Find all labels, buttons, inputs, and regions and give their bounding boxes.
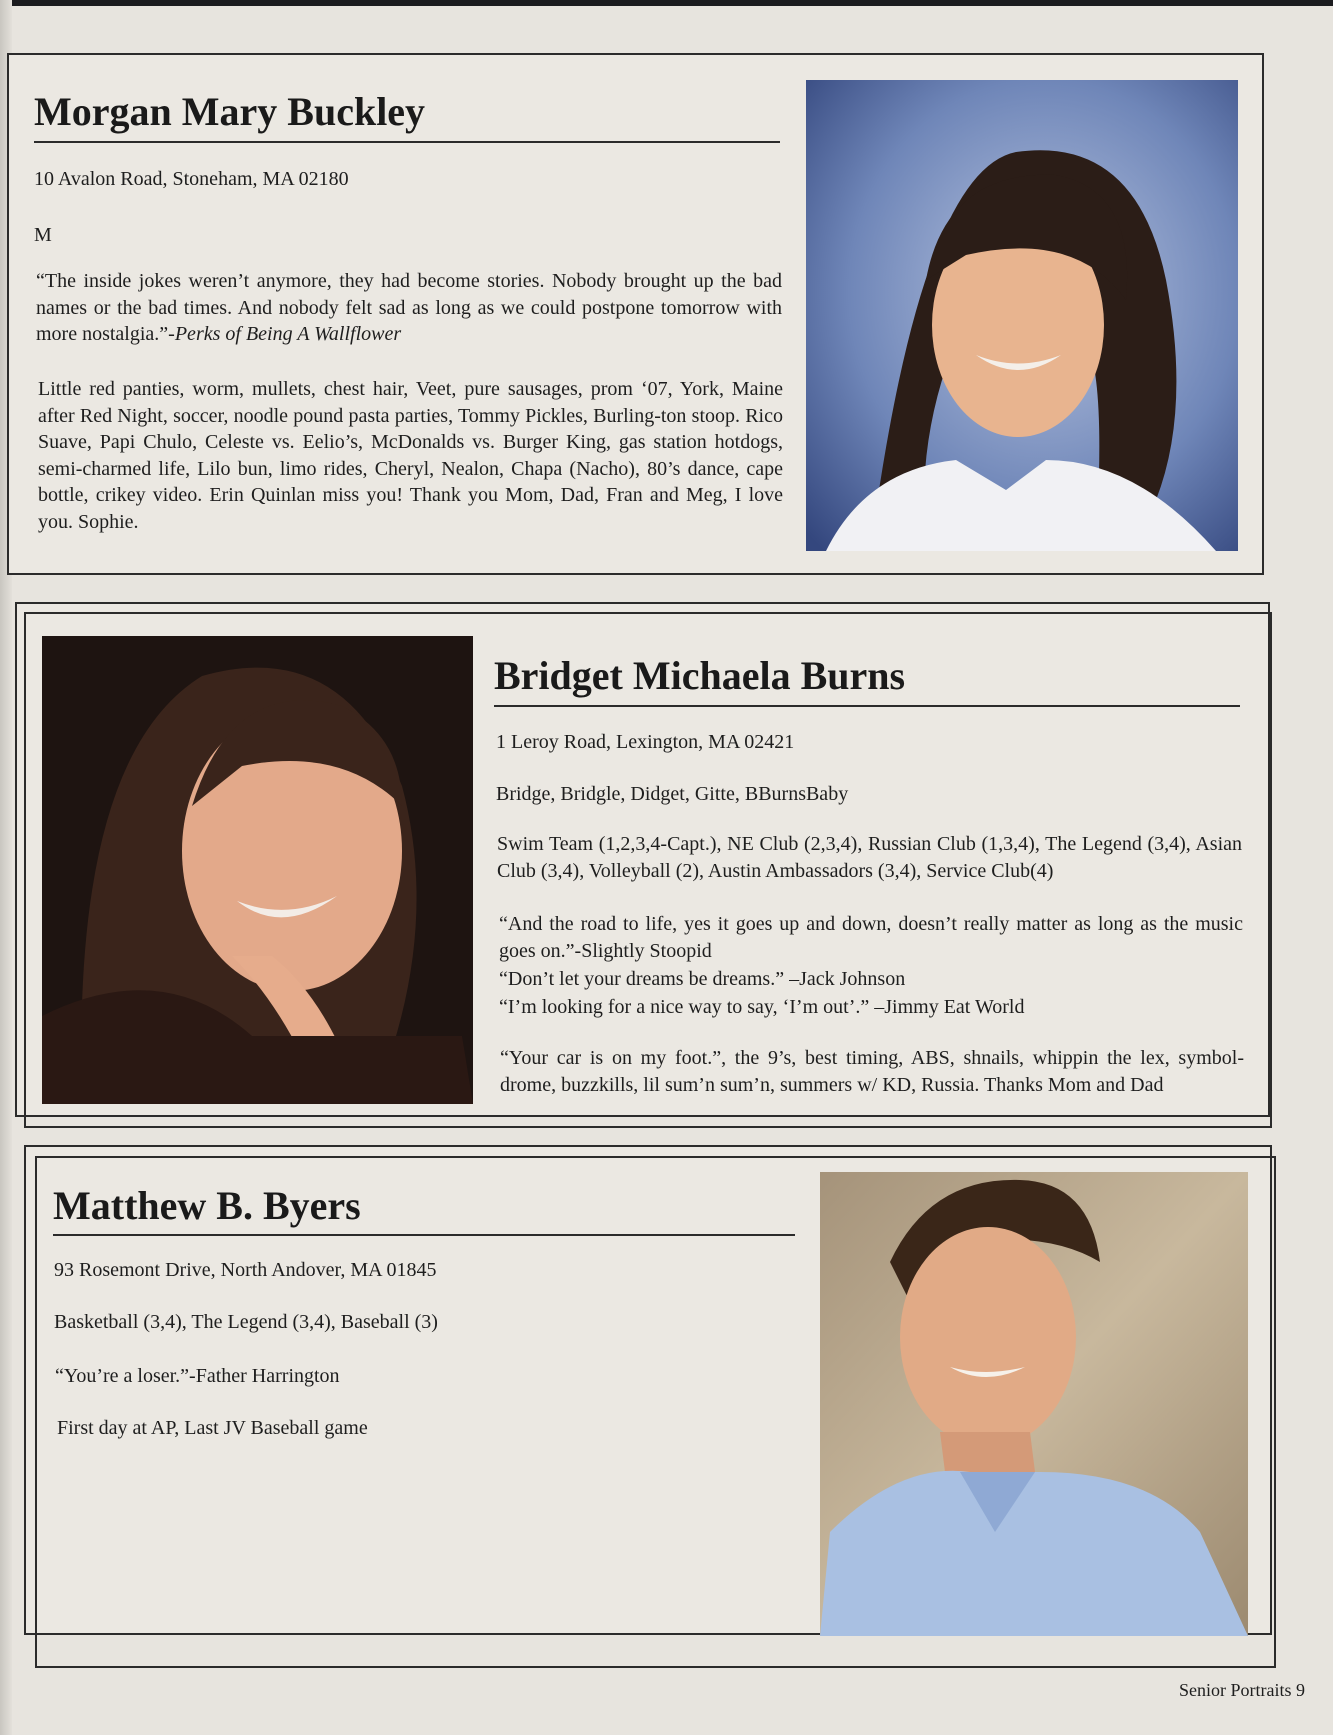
senior-quote-2: “Don’t let your dreams be dreams.” –Jack Johnson <box>499 968 906 990</box>
footer-page-number: 9 <box>1296 1680 1305 1700</box>
senior-nicknames: Bridge, Bridgle, Didget, Gitte, BBurnsBaby <box>496 783 849 805</box>
portrait-photo-buckley <box>806 80 1238 551</box>
senior-address: 93 Rosemont Drive, North Andover, MA 01845 <box>54 1259 437 1281</box>
senior-address: 1 Leroy Road, Lexington, MA 02421 <box>496 731 795 753</box>
senior-address: 10 Avalon Road, Stoneham, MA 02180 <box>34 168 349 190</box>
name-underline <box>34 141 780 143</box>
senior-memories: “Your car is on my foot.”, the 9’s, best timing, ABS, shnails, whippin the lex, symbol-drome, buzzkills, lil sum’n sum’n, summers w/ KD, Russia. Thanks Mom and Dad <box>500 1047 1244 1096</box>
senior-name: Matthew B. Byers <box>53 1183 361 1228</box>
senior-activities: Basketball (3,4), The Legend (3,4), Baseball (3) <box>54 1311 438 1333</box>
footer-section-label: Senior Portraits <box>1179 1680 1292 1700</box>
name-underline <box>53 1234 795 1236</box>
senior-nickname: M <box>34 224 52 246</box>
senior-quote: “You’re a loser.”-Father Harrington <box>55 1365 340 1387</box>
senior-name: Bridget Michaela Burns <box>494 653 906 698</box>
quote-text: “The inside jokes weren’t anymore, they had become stories. Nobody brought up the bad names or the bad times. And nobody felt sad as long as we could postpone tomorrow with more nostalgia.”- <box>36 270 782 345</box>
top-edge-bar <box>0 0 1333 6</box>
senior-quote-1: “And the road to life, yes it goes up and down, doesn’t really matter as long as the music goes on.”-Slightly Stoopid <box>499 913 1243 962</box>
portrait-photo-byers <box>820 1172 1248 1636</box>
name-underline <box>494 705 1240 707</box>
senior-name: Morgan Mary Buckley <box>34 89 426 134</box>
senior-memories: First day at AP, Last JV Baseball game <box>57 1417 368 1439</box>
portrait-photo-burns <box>42 636 473 1104</box>
senior-activities: Swim Team (1,2,3,4-Capt.), NE Club (2,3,4), Russian Club (1,3,4), The Legend (3,4), Asian Club (3,4), Volleyball (2), Austin Ambassadors (3,4), Service Club(4) <box>497 833 1242 882</box>
senior-quote <box>36 268 782 348</box>
page-footer <box>1179 1680 1305 1701</box>
senior-quote-3: “I’m looking for a nice way to say, ‘I’m out’.” –Jimmy Eat World <box>499 996 1025 1018</box>
senior-memories: Little red panties, worm, mullets, chest hair, Veet, pure sausages, prom ‘07, York, Maine after Red Night, soccer, noodle pound pasta parties, Tommy Pickles, Burling-ton stoop. Rico Suave, Papi Chulo, Celeste vs. Eelio’s, McDonalds vs. Burger King, gas station hotdogs, semi-charmed life, Lilo bun, limo rides, Cheryl, Nealon, Chapa (Nacho), 80’s dance, cape bottle, crikey video. Erin Quinlan miss you! Thank you Mom, Dad, Fran and Meg, I love you. Sophie. <box>38 378 783 533</box>
quote-source: Perks of Being A Wallflower <box>174 323 402 345</box>
